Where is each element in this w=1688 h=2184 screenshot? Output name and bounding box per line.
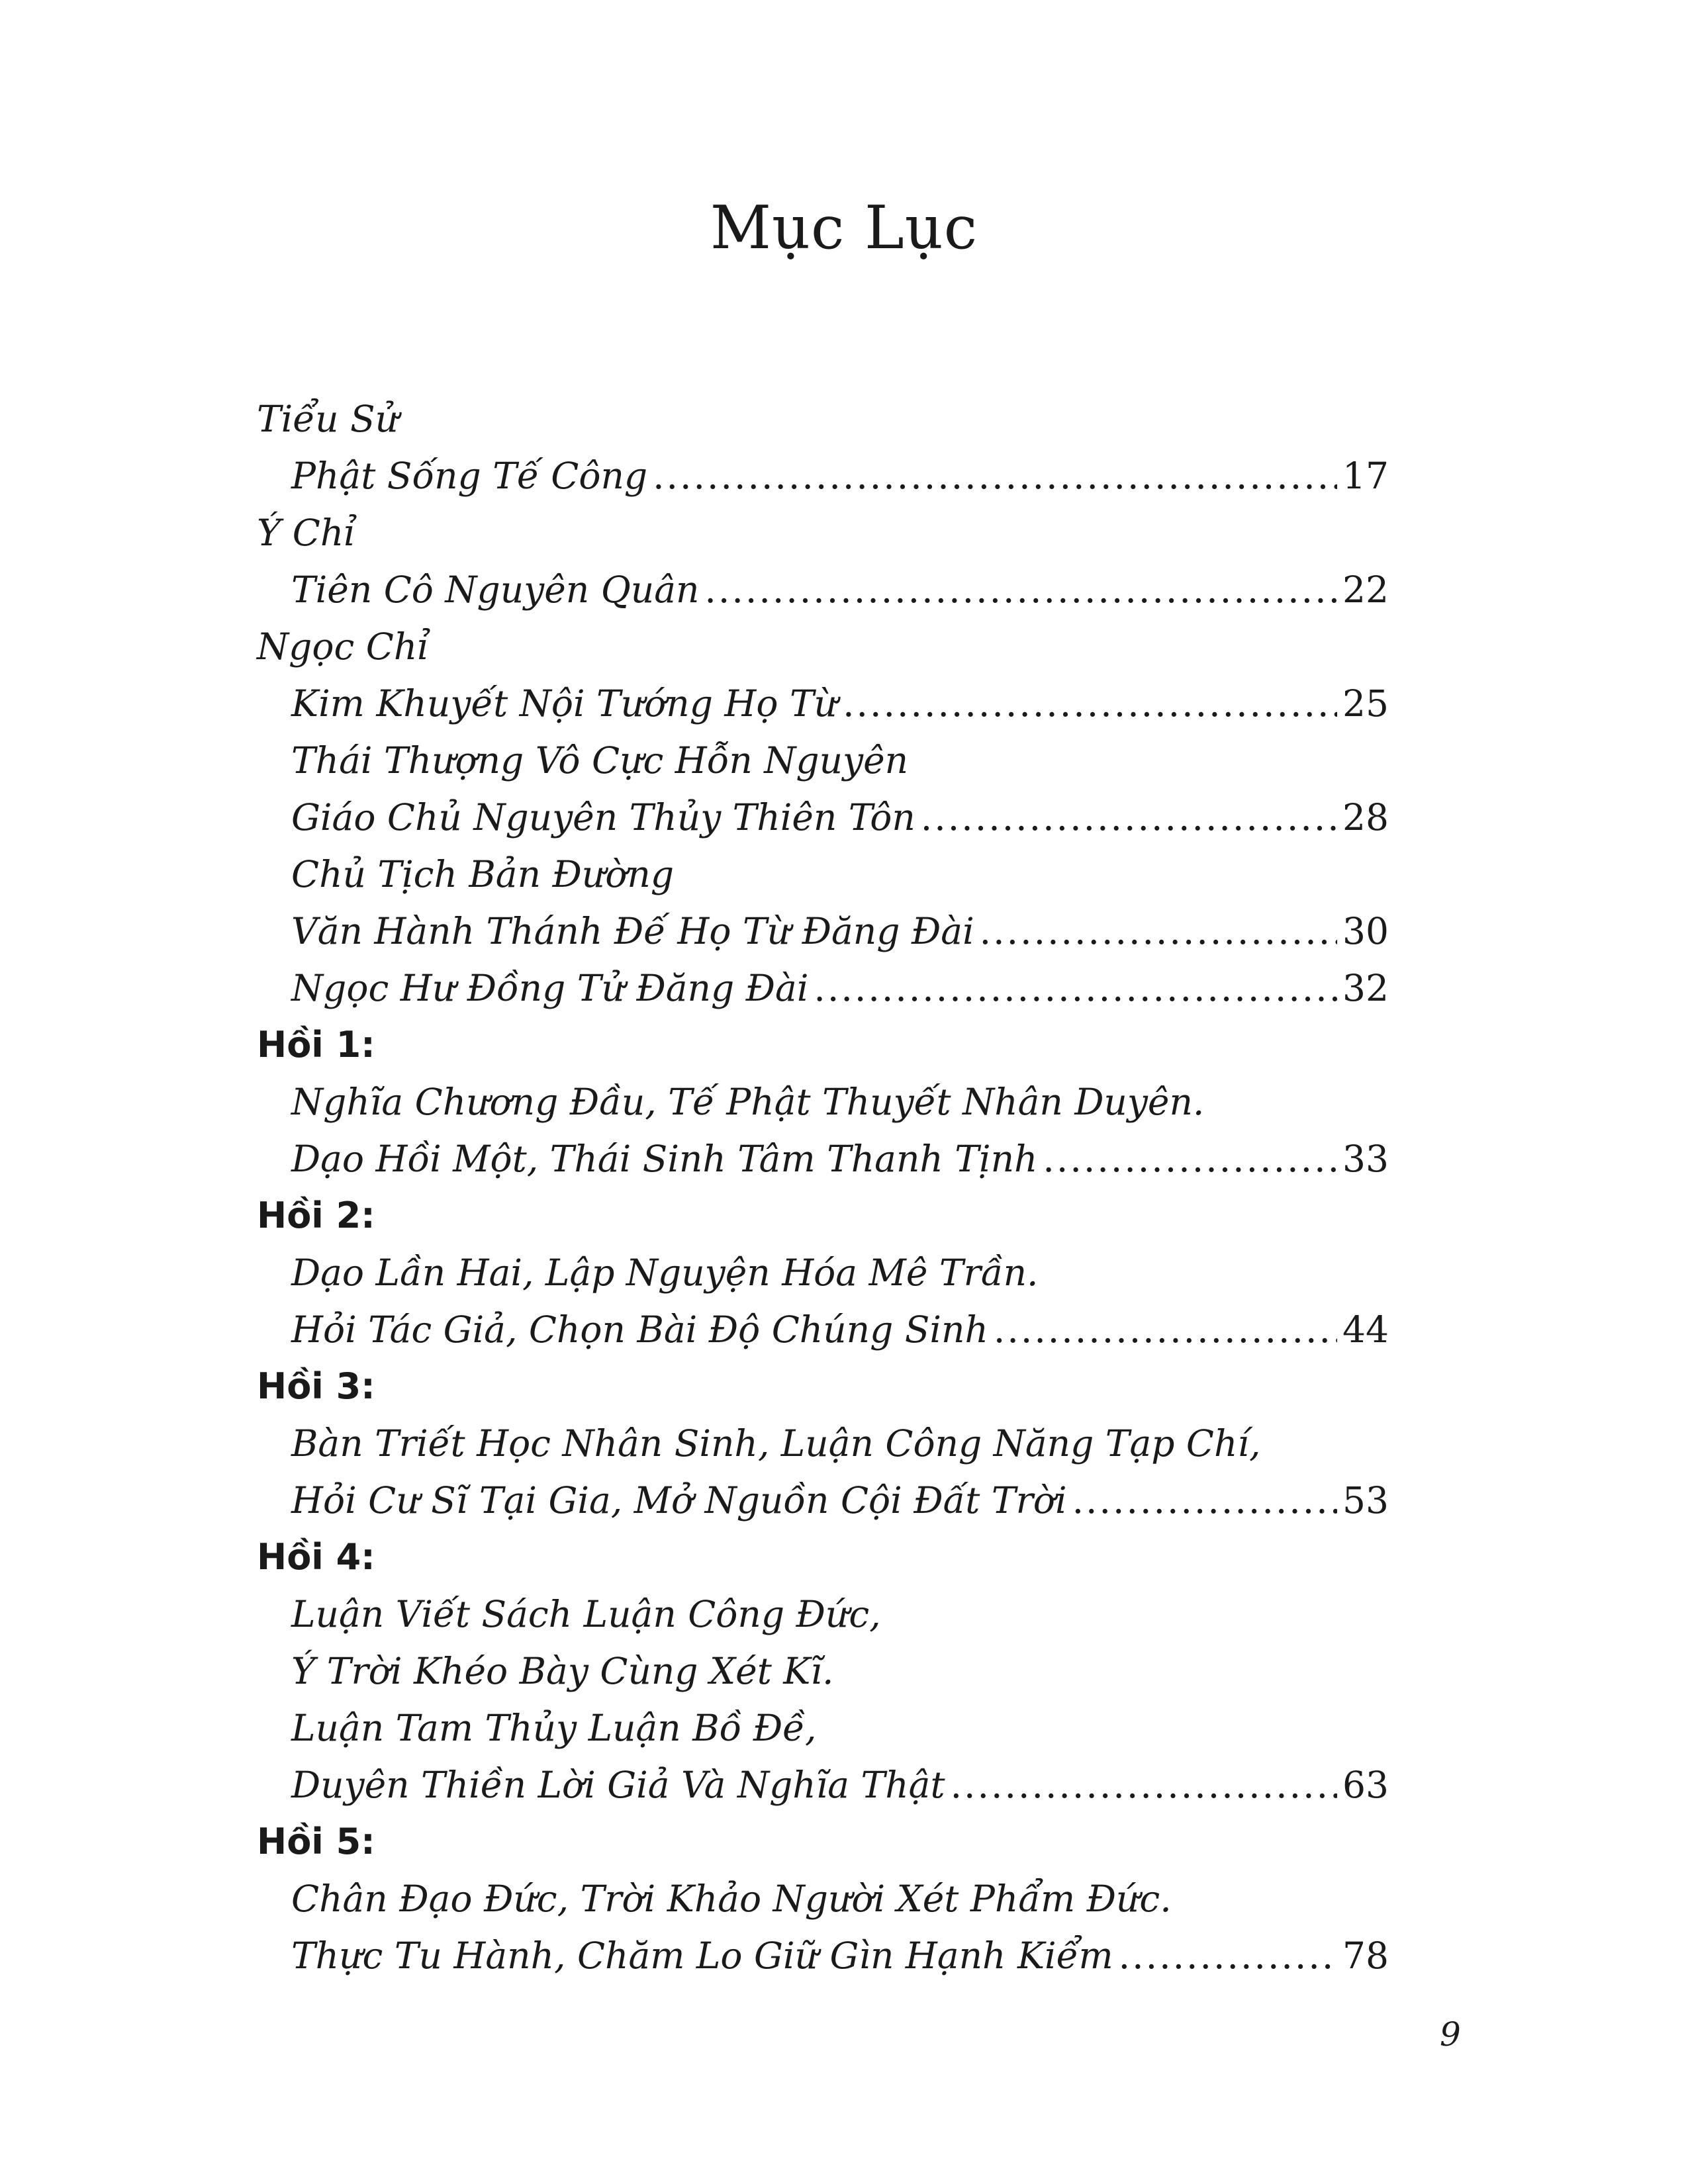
toc-entry-page: 33 — [1342, 1138, 1389, 1180]
toc-chapter-4: Hồi 4: — [257, 1536, 375, 1578]
toc-chapter-5-subtitle: Chân Đạo Đức, Trời Khảo Người Xét Phẩm Đức. — [291, 1878, 1172, 1920]
toc-entry-title: Tiên Cô Nguyên Quân — [291, 569, 700, 611]
dot-leader — [1043, 1130, 1337, 1187]
toc-entry-chapter-1[interactable] — [291, 1130, 1389, 1187]
dot-leader — [951, 1756, 1337, 1813]
toc-heading-y-chi: Ý Chỉ — [257, 512, 355, 554]
toc-entry-page: 53 — [1342, 1479, 1389, 1522]
dot-leader — [814, 960, 1337, 1017]
toc-entry-phat-song-te-cong[interactable] — [291, 447, 1389, 504]
dot-leader — [1119, 1927, 1337, 1984]
toc-entry-page: 28 — [1342, 796, 1389, 839]
toc-entry-title: Ngọc Hư Đồng Tử Đăng Đài — [291, 967, 809, 1009]
toc-entry-title: Dạo Hồi Một, Thái Sinh Tâm Thanh Tịnh — [291, 1138, 1038, 1180]
toc-chapter-2: Hồi 2: — [257, 1195, 375, 1236]
dot-leader — [921, 789, 1337, 846]
toc-entry-title: Hỏi Tác Giả, Chọn Bài Độ Chúng Sinh — [291, 1308, 988, 1351]
toc-entry-giao-chu[interactable] — [291, 789, 1389, 846]
toc-entry-page: 17 — [1342, 455, 1389, 497]
toc-entry-page: 32 — [1342, 967, 1389, 1009]
toc-entry-chapter-4[interactable] — [291, 1756, 1389, 1813]
toc-chapter-4-subtitle-1: Luận Viết Sách Luận Công Đức, — [291, 1593, 881, 1635]
toc-entry-page: 22 — [1342, 569, 1389, 611]
toc-heading-tieu-su: Tiểu Sử — [257, 398, 399, 440]
toc-entry-title: Thực Tu Hành, Chăm Lo Giữ Gìn Hạnh Kiểm — [291, 1934, 1113, 1977]
dot-leader — [994, 1301, 1337, 1358]
toc-chapter-3-subtitle: Bàn Triết Học Nhân Sinh, Luận Công Năng Tạp Chí, — [291, 1422, 1261, 1465]
dot-leader — [843, 675, 1337, 732]
toc-entry-chapter-3[interactable] — [291, 1472, 1389, 1529]
page-title: Mục Lục — [710, 193, 978, 263]
toc-entry-title: Giáo Chủ Nguyên Thủy Thiên Tôn — [291, 796, 915, 839]
toc-chapter-3: Hồi 3: — [257, 1365, 375, 1407]
toc-entry-van-hanh[interactable] — [291, 903, 1389, 960]
toc-chapter-5: Hồi 5: — [257, 1821, 375, 1862]
toc-entry-title: Văn Hành Thánh Đế Họ Từ Đăng Đài — [291, 910, 974, 952]
toc-subline-thai-thuong: Thái Thượng Vô Cực Hỗn Nguyên — [291, 739, 909, 782]
toc-chapter-1: Hồi 1: — [257, 1024, 375, 1066]
toc-entry-tien-co[interactable] — [291, 561, 1389, 618]
toc-entry-ngoc-hu[interactable] — [291, 960, 1389, 1017]
toc-chapter-4-subtitle-2: Ý Trời Khéo Bày Cùng Xét Kĩ. — [291, 1650, 834, 1692]
page-number: 9 — [1440, 2015, 1461, 2054]
toc-entry-page: 30 — [1342, 910, 1389, 952]
toc-entry-kim-khuyet[interactable] — [291, 675, 1389, 732]
toc-subline-chu-tich: Chủ Tịch Bản Đường — [291, 853, 675, 895]
toc-entry-title: Duyên Thiền Lời Giả Và Nghĩa Thật — [291, 1764, 945, 1806]
toc-entry-title: Phật Sống Tế Công — [291, 455, 648, 497]
toc-entry-chapter-2[interactable] — [291, 1301, 1389, 1358]
toc-chapter-1-subtitle: Nghĩa Chương Đầu, Tế Phật Thuyết Nhân Duyên. — [291, 1081, 1205, 1123]
toc-entry-page: 63 — [1342, 1764, 1389, 1806]
toc-entry-page: 25 — [1342, 682, 1389, 725]
toc-heading-ngoc-chi: Ngọc Chỉ — [257, 625, 429, 668]
dot-leader — [1072, 1472, 1337, 1529]
toc-chapter-2-subtitle: Dạo Lần Hai, Lập Nguyện Hóa Mê Trần. — [291, 1251, 1039, 1294]
dot-leader — [980, 903, 1337, 960]
toc-entry-title: Hỏi Cư Sĩ Tại Gia, Mở Nguồn Cội Đất Trời — [291, 1479, 1067, 1522]
toc-entry-page: 44 — [1342, 1308, 1389, 1351]
toc-entry-chapter-5[interactable] — [291, 1927, 1389, 1984]
dot-leader — [704, 561, 1337, 618]
toc-entry-page: 78 — [1342, 1934, 1389, 1977]
toc-chapter-4-subtitle-3: Luận Tam Thủy Luận Bồ Đề, — [291, 1707, 817, 1749]
toc-entry-title: Kim Khuyết Nội Tướng Họ Từ — [291, 682, 838, 725]
dot-leader — [653, 447, 1337, 504]
